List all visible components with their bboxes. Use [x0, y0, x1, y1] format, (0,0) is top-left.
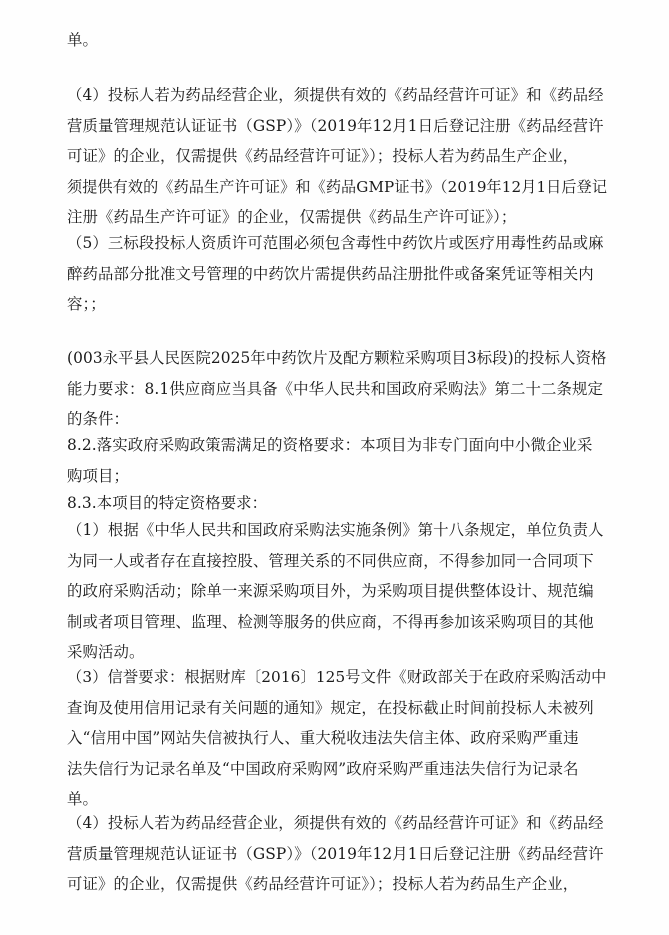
text-line: 注册《药品生产许可证》的企业，仅需提供《药品生产许可证》）； [67, 208, 517, 226]
paragraph-requirement-1 [67, 515, 607, 668]
text-line: 8.3.本项目的特定资格要求： [67, 494, 268, 512]
text-line: 采购活动。 [67, 643, 145, 661]
text-line: （4）投标人若为药品经营企业，须提供有效的《药品经营许可证》和《药品经 [67, 814, 604, 832]
text-line: 可证》的企业，仅需提供《药品经营许可证》）；投标人若为药品生产企业， [67, 875, 579, 893]
text-line: (003永平县人民医院2025年中药饮片及配方颗粒采购项目3标段)的投标人资格 [67, 349, 607, 367]
text-line: 能力要求：8.1供应商应当具备《中华人民共和国政府采购法》第二十二条规定 [67, 379, 603, 398]
text-line: 营质量管理规范认证证书（GSP）》（2019年12月1日后登记注册《药品经营许 [67, 116, 604, 135]
text-line: 醉药品部分批准文号管理的中药饮片需提供药品注册批件或备案凭证等相关内 [67, 264, 594, 283]
text-line: 可证》的企业，仅需提供《药品经营许可证》）；投标人若为药品生产企业， [67, 147, 579, 165]
text-line: 容；； [67, 295, 106, 313]
paragraph-requirement-4 [67, 80, 607, 233]
paragraph-lot-003-qualification [67, 343, 607, 435]
text-line: （4）投标人若为药品经营企业，须提供有效的《药品经营许可证》和《药品经 [67, 86, 604, 104]
text-line: 单。 [67, 31, 98, 49]
text-line: 的政府采购活动；除单一来源采购项目外，为采购项目提供整体设计、规范编 [67, 582, 594, 600]
paragraph-requirement-4-repeat [67, 808, 607, 900]
text-line: 法失信行为记录名单及“中国政府采购网”政府采购严重违法失信行为记录名 [67, 759, 579, 778]
text-line: （3）信誉要求：根据财库〔2016〕125号文件《财政部关于在政府采购活动中 [67, 668, 607, 686]
paragraph-requirement-8-3 [67, 488, 607, 519]
paragraph-requirement-3 [67, 662, 607, 815]
text-line: 制或者项目管理、监理、检测等服务的供应商，不得再参加该采购项目的其他 [67, 612, 594, 631]
text-line: 单。 [67, 790, 98, 808]
paragraph-requirement-8-2 [67, 430, 607, 491]
text-line: （5）三标段投标人资质许可范围必须包含毒性中药饮片或医疗用毒性药品或麻 [67, 234, 604, 252]
text-line: 为同一人或者存在直接控股、管理关系的不同供应商，不得参加同一合同项下 [67, 551, 594, 570]
text-line: 购项目； [67, 466, 129, 485]
text-line: 的条件： [67, 410, 129, 428]
text-line: 入“信用中国”网站失信被执行人、重大税收违法失信主体、政府采购严重违 [67, 729, 579, 747]
text-line: 须提供有效的《药品生产许可证》和《药品GMP证书》（2019年12月1日后登记 [67, 177, 608, 196]
text-line: （1）根据《中华人民共和国政府采购法实施条例》第十八条规定，单位负责人 [67, 521, 604, 539]
paragraph-requirement-5 [67, 228, 607, 320]
text-line: 查询及使用信用记录有关问题的通知》规定，在投标截止时间前投标人未被列 [67, 698, 594, 717]
text-line: 8.2.落实政府采购政策需满足的资格要求：本项目为非专门面向中小微企业采 [67, 436, 593, 454]
text-line: 营质量管理规范认证证书（GSP）》（2019年12月1日后登记注册《药品经营许 [67, 844, 604, 863]
paragraph-continuation [67, 25, 607, 56]
